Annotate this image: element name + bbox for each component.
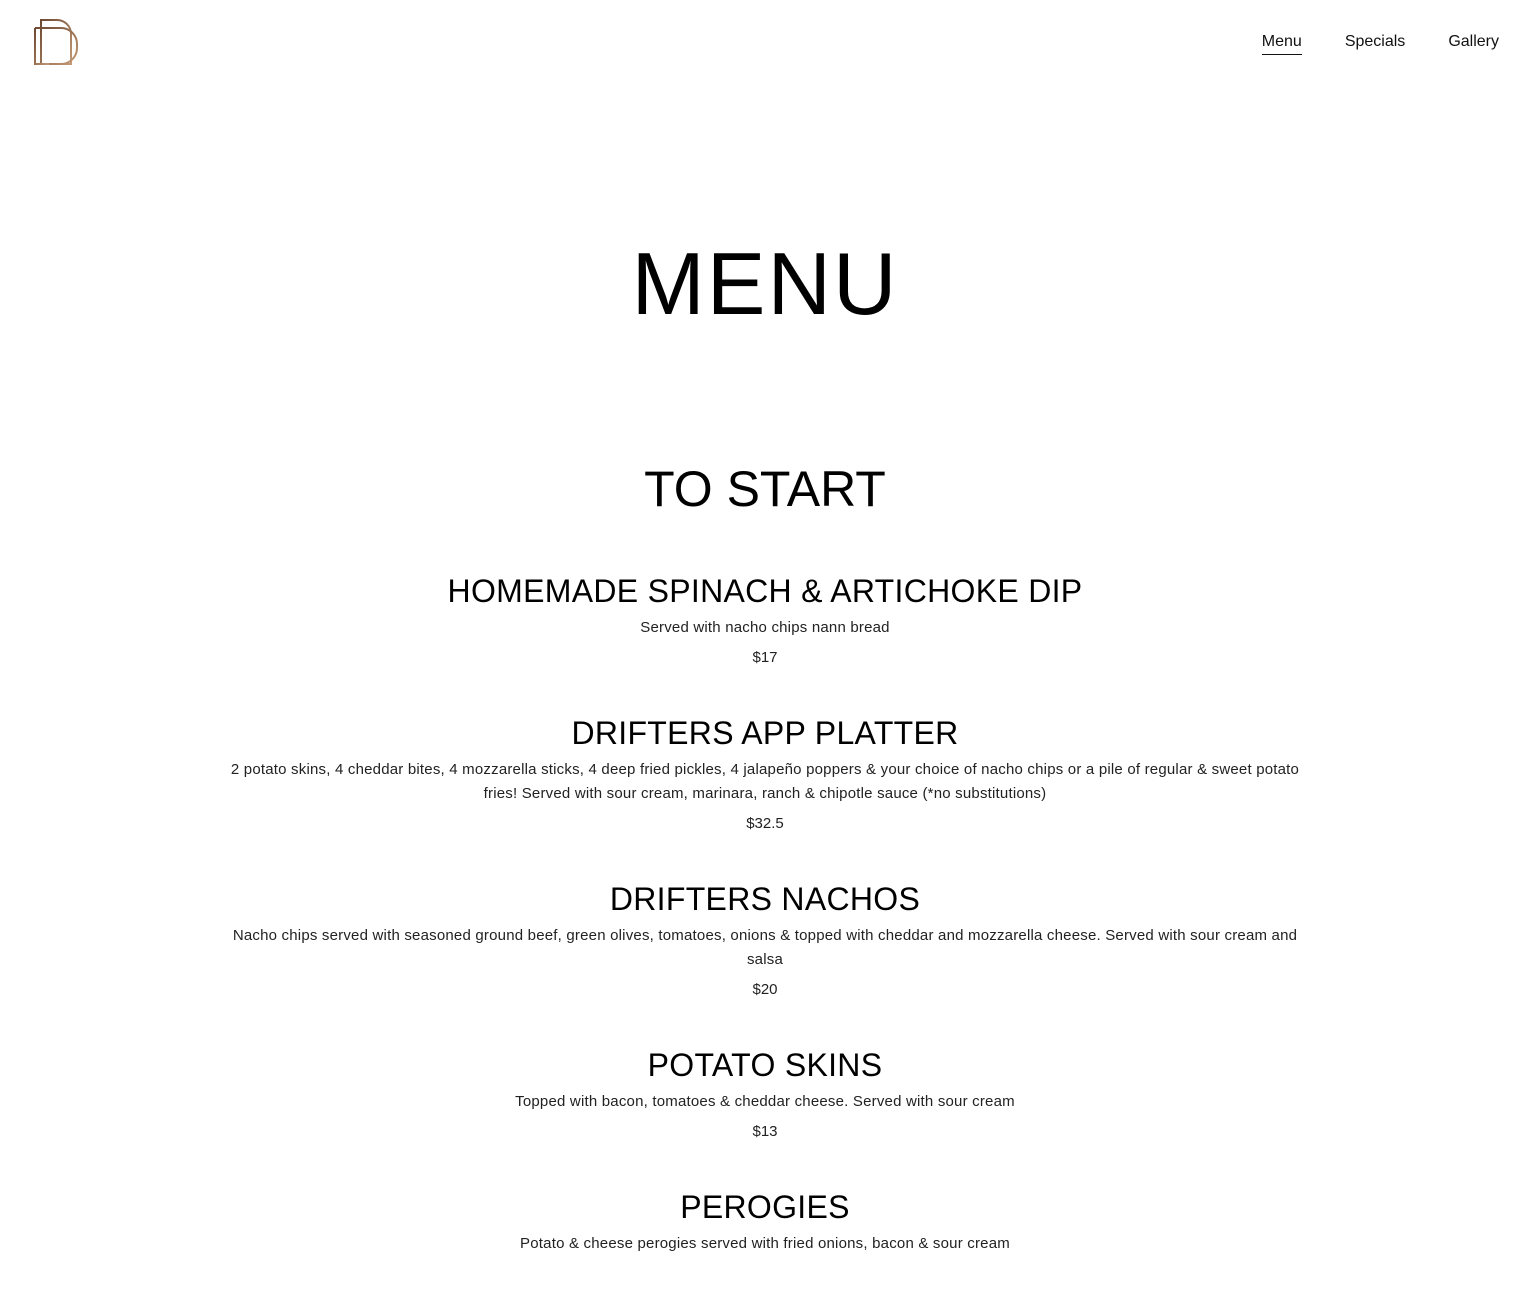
menu-item-price: $13	[752, 1123, 778, 1140]
menu-item	[215, 880, 1315, 1000]
menu-item-price: $32.5	[746, 815, 784, 832]
menu-item-price: $17	[752, 649, 778, 666]
menu-item-description: 2 potato skins, 4 cheddar bites, 4 mozzarella sticks, 4 deep fried pickles, 4 jalapeño poppers & your choice of nacho chips or a pile of regular & sweet potato fries! Served with sour cream, marinara, ranch & chipotle sauce (*no substitutions)	[230, 761, 1300, 802]
nav-item-gallery[interactable]: Gallery	[1448, 33, 1499, 50]
site-header	[0, 0, 1530, 90]
drifters-logo-icon[interactable]	[33, 18, 81, 66]
menu-item-description: Topped with bacon, tomatoes & cheddar cheese. Served with sour cream	[515, 1093, 1015, 1110]
menu-item-price: $20	[752, 981, 778, 998]
menu-item	[215, 714, 1315, 834]
main-nav	[1262, 32, 1499, 55]
section-title: TO START	[644, 461, 886, 517]
page-title: MENU	[631, 234, 899, 333]
nav-item-menu[interactable]: Menu	[1262, 32, 1302, 55]
menu-item-description: Served with nacho chips nann bread	[640, 619, 890, 636]
menu-item-list	[0, 572, 1530, 1302]
nav-item-specials[interactable]: Specials	[1344, 33, 1406, 50]
menu-item-description: Nacho chips served with seasoned ground beef, green olives, tomatoes, onions & topped with cheddar and mozzarella cheese. Served with sour cream and salsa	[232, 927, 1298, 968]
menu-item-name: POTATO SKINS	[647, 1047, 883, 1083]
menu-item	[215, 1046, 1315, 1142]
menu-item-name: DRIFTERS NACHOS	[609, 881, 921, 917]
menu-item-name: HOMEMADE SPINACH & ARTICHOKE DIP	[447, 573, 1083, 609]
menu-item-name: DRIFTERS APP PLATTER	[571, 715, 959, 751]
menu-item	[215, 1188, 1315, 1256]
menu-item-name: PEROGIES	[680, 1189, 850, 1225]
menu-item-description: Potato & cheese perogies served with fried onions, bacon & sour cream	[520, 1235, 1010, 1252]
menu-item	[215, 572, 1315, 668]
